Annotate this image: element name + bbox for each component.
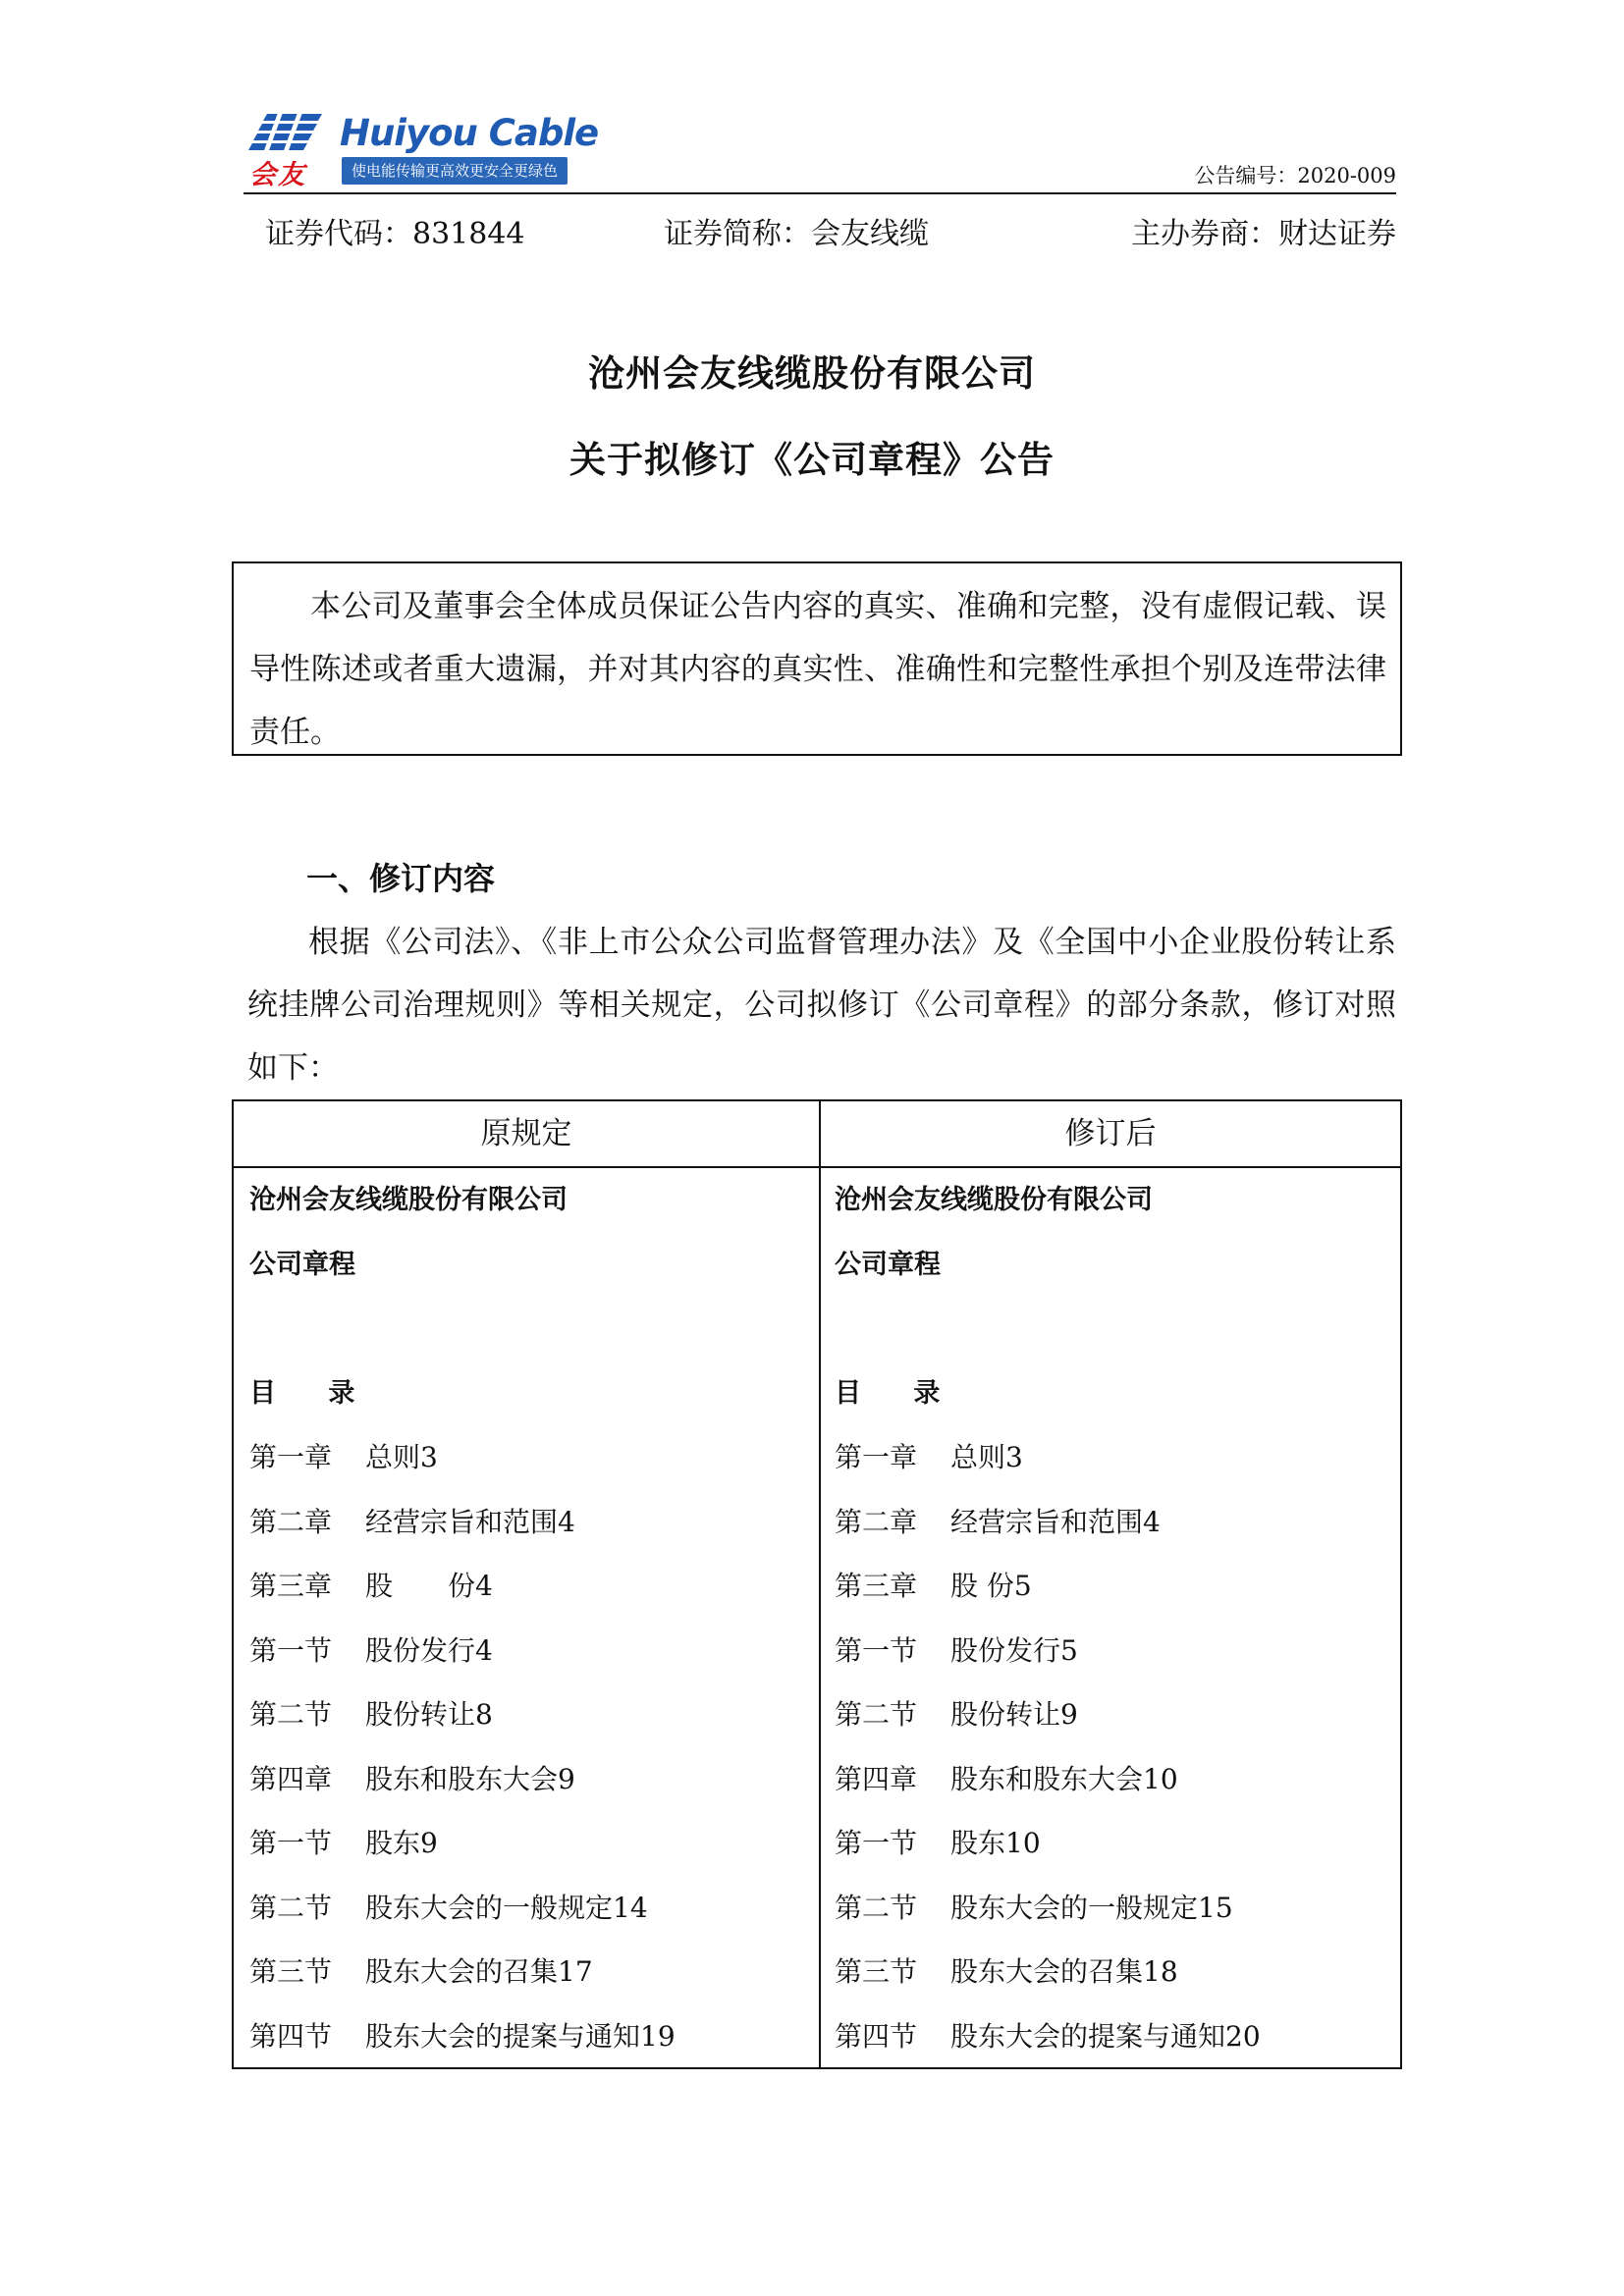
- revised-column: [835, 1172, 1394, 2072]
- toc-entry: [835, 1880, 1394, 1945]
- toc-entry: [835, 1944, 1394, 2008]
- toc-entry-number: 第四节: [835, 2019, 918, 2053]
- toc-entry-text: 股东9: [365, 1827, 438, 1859]
- column-header-revised: 修订后: [1064, 1116, 1157, 1151]
- toc-entry-number: 第三节: [835, 1955, 918, 1988]
- toc-entry-text: 经营宗旨和范围4: [950, 1505, 1161, 1538]
- company-logo: [245, 110, 599, 190]
- toc-entry-text: 股东大会的召集18: [950, 1955, 1178, 1988]
- comparison-table: [232, 1099, 1402, 2069]
- document-title-company: 沧州会友线缆股份有限公司: [588, 352, 1036, 395]
- security-code: 证券代码：831844: [265, 217, 525, 251]
- toc-entry: [249, 1880, 809, 1945]
- toc-entry-text: 股份转让9: [950, 1698, 1078, 1731]
- toc-entry: [835, 1623, 1394, 1687]
- toc-entry-number: 第二章: [249, 1505, 333, 1538]
- toc-entry-number: 第四章: [835, 1762, 918, 1795]
- blank-line: [249, 1301, 809, 1365]
- toc-entry: [249, 1815, 809, 1880]
- toc-entry-text: 经营宗旨和范围4: [365, 1505, 575, 1538]
- toc-entry-text: 总则3: [365, 1441, 438, 1473]
- sponsor-broker: 主办券商：财达证券: [1131, 217, 1396, 251]
- revised-toc-title: 目 录: [835, 1377, 962, 1409]
- toc-entry-number: 第一节: [835, 1827, 918, 1859]
- toc-entry-text: 股东和股东大会10: [950, 1762, 1178, 1795]
- toc-entry-number: 第四章: [249, 1762, 333, 1795]
- toc-entry-number: 第二节: [249, 1698, 333, 1731]
- toc-entry-text: 股东大会的召集17: [365, 1955, 593, 1988]
- column-divider: [819, 1101, 821, 2067]
- toc-entry: [249, 1429, 809, 1494]
- toc-entry-number: 第二节: [835, 1891, 918, 1924]
- toc-entry-number: 第一章: [249, 1441, 333, 1473]
- section-paragraph: 根据《公司法》、《非上市公众公司监督管理办法》及《全国中小企业股份转让系统挂牌公司治理规则》等相关规定，公司拟修订《公司章程》的部分条款，修订对照如下：: [247, 925, 1396, 1086]
- toc-entry: [835, 1686, 1394, 1751]
- toc-entry-number: 第二章: [835, 1505, 918, 1538]
- header-row-divider: [234, 1166, 1400, 1168]
- toc-entry-number: 第一节: [835, 1633, 918, 1667]
- logo-english-text: Huiyou Cable: [340, 112, 599, 154]
- toc-entry: [249, 1494, 809, 1559]
- toc-entry-text: 股份发行4: [365, 1633, 493, 1667]
- toc-entry-number: 第一节: [249, 1827, 333, 1859]
- revised-toc-list: [835, 1429, 1394, 2072]
- revised-company-name: 沧州会友线缆股份有限公司: [835, 1185, 1153, 1215]
- board-statement-text: 本公司及董事会全体成员保证公告内容的真实、准确和完整，没有虚假记载、误导性陈述或者重大遗漏，并对其内容的真实性、准确性和完整性承担个别及连带法律责任。: [249, 589, 1386, 750]
- section-heading: 一、修订内容: [306, 860, 496, 897]
- announcement-number: 公告编号：2020-009: [1194, 164, 1396, 187]
- toc-entry-text: 股 份5: [950, 1570, 1032, 1602]
- toc-entry-number: 第一章: [835, 1441, 918, 1473]
- toc-entry: [835, 1558, 1394, 1623]
- toc-entry: [249, 1686, 809, 1751]
- toc-entry: [249, 1558, 809, 1623]
- toc-entry-number: 第三节: [249, 1955, 333, 1988]
- toc-entry: [249, 1944, 809, 2008]
- toc-entry-number: 第四节: [249, 2019, 333, 2053]
- toc-entry: [249, 1623, 809, 1687]
- logo-chinese-text: 会友: [249, 160, 306, 190]
- toc-entry-text: 总则3: [950, 1441, 1023, 1473]
- column-header-original: 原规定: [480, 1116, 572, 1151]
- security-abbreviation: 证券简称：会友线缆: [664, 217, 929, 251]
- toc-entry-text: 股东大会的提案与通知19: [365, 2019, 676, 2053]
- toc-entry-text: 股 份4: [365, 1570, 493, 1602]
- toc-entry-number: 第三章: [835, 1570, 918, 1602]
- toc-entry: [249, 1751, 809, 1816]
- toc-entry: [835, 2008, 1394, 2073]
- board-statement-box: [232, 561, 1402, 756]
- toc-entry-number: 第二节: [835, 1698, 918, 1731]
- revised-doc-name: 公司章程: [835, 1249, 941, 1280]
- toc-entry-text: 股东大会的一般规定14: [365, 1891, 648, 1924]
- toc-entry-text: 股东和股东大会9: [365, 1762, 575, 1795]
- toc-entry-number: 第三章: [249, 1570, 333, 1602]
- toc-entry: [835, 1494, 1394, 1559]
- original-doc-name: 公司章程: [249, 1249, 355, 1280]
- toc-entry: [835, 1815, 1394, 1880]
- header-divider: [244, 192, 1396, 194]
- toc-entry-text: 股东10: [950, 1827, 1041, 1859]
- original-toc-list: [249, 1429, 809, 2072]
- toc-entry-number: 第二节: [249, 1891, 333, 1924]
- toc-entry-text: 股东大会的提案与通知20: [950, 2019, 1261, 2053]
- logo-slogan: 使电能传输更高效更安全更绿色: [342, 157, 568, 185]
- toc-entry: [835, 1429, 1394, 1494]
- toc-entry: [249, 2008, 809, 2073]
- original-column: [249, 1172, 809, 2072]
- toc-entry-text: 股东大会的一般规定15: [950, 1891, 1233, 1924]
- toc-entry-text: 股份发行5: [950, 1633, 1078, 1667]
- toc-entry-number: 第一节: [249, 1633, 333, 1667]
- original-toc-title: 目 录: [249, 1377, 377, 1409]
- toc-entry: [835, 1751, 1394, 1816]
- original-company-name: 沧州会友线缆股份有限公司: [249, 1185, 568, 1215]
- document-title-subject: 关于拟修订《公司章程》公告: [569, 439, 1055, 481]
- toc-entry-text: 股份转让8: [365, 1698, 493, 1731]
- blank-line: [835, 1301, 1394, 1365]
